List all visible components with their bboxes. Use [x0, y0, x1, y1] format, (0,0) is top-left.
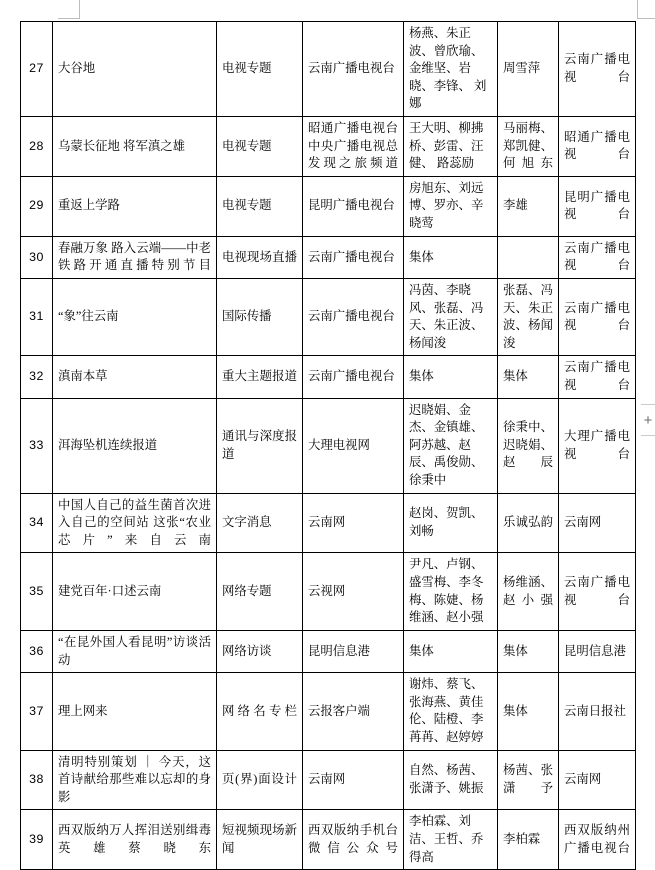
publishing-unit-cell[interactable]: 云报客户端: [303, 673, 404, 750]
publishing-unit-cell[interactable]: 云南广播电视台: [303, 236, 404, 278]
recommending-org-cell[interactable]: 昭通广播电视台: [559, 117, 636, 177]
work-title-cell[interactable]: “象”往云南: [53, 278, 217, 355]
recommending-org-cell[interactable]: 云南广播电视台: [559, 356, 636, 398]
recommending-org-cell[interactable]: 云南日报社: [559, 673, 636, 750]
recommending-org-cell[interactable]: 昆明广播电视台: [559, 176, 636, 236]
editors-cell[interactable]: [498, 236, 559, 278]
publishing-unit-cell[interactable]: 云南广播电视台: [303, 22, 404, 117]
award-entries-table-body: [21, 22, 636, 870]
work-category-cell[interactable]: 电视专题: [217, 22, 303, 117]
recommending-org-cell[interactable]: 昆明信息港: [559, 630, 636, 672]
work-category-cell[interactable]: 电视现场直播: [217, 236, 303, 278]
page-margin-guide-top-left: [79, 0, 80, 19]
row-index-cell[interactable]: 33: [21, 398, 53, 493]
table-row: [21, 176, 636, 236]
publishing-unit-cell[interactable]: 大理电视网: [303, 398, 404, 493]
main-authors-cell[interactable]: 房旭东、刘远博、罗亦、辛晓莺: [404, 176, 498, 236]
table-row: [21, 356, 636, 398]
editors-cell[interactable]: 李柏霖: [498, 810, 559, 870]
main-authors-cell[interactable]: 谢炜、蔡飞、张海燕、黄佳伦、陆橙、李苒苒、赵婷婷: [404, 673, 498, 750]
row-index-cell[interactable]: 27: [21, 22, 53, 117]
publishing-unit-cell[interactable]: 昆明广播电视台: [303, 176, 404, 236]
main-authors-cell[interactable]: 集体: [404, 356, 498, 398]
recommending-org-cell[interactable]: 大理广播电视台: [559, 398, 636, 493]
row-index-cell[interactable]: 38: [21, 750, 53, 810]
row-index-cell[interactable]: 28: [21, 117, 53, 177]
table-row: [21, 278, 636, 355]
work-category-cell[interactable]: 网络名专栏: [217, 673, 303, 750]
table-add-row-button[interactable]: +: [641, 404, 655, 436]
work-title-cell[interactable]: 春融万象 路入云端——中老铁路开通直播特别节目: [53, 236, 217, 278]
table-row: [21, 117, 636, 177]
work-category-cell[interactable]: 短视频现场新闻: [217, 810, 303, 870]
editors-cell[interactable]: 张磊、冯天、朱正波、杨闻浚: [498, 278, 559, 355]
editors-cell[interactable]: 乐诚弘韵: [498, 493, 559, 553]
table-row: [21, 398, 636, 493]
work-category-cell[interactable]: 重大主题报道: [217, 356, 303, 398]
main-authors-cell[interactable]: 迟晓娟、金杰、金镇雄、阿苏越、赵辰、禹俊勋、徐秉中: [404, 398, 498, 493]
recommending-org-cell[interactable]: 云南广播电视台: [559, 278, 636, 355]
row-index-cell[interactable]: 34: [21, 493, 53, 553]
recommending-org-cell[interactable]: 云南广播电视台: [559, 553, 636, 630]
row-index-cell[interactable]: 36: [21, 630, 53, 672]
table-row: [21, 493, 636, 553]
editors-cell[interactable]: 马丽梅、郑凯健、何旭东: [498, 117, 559, 177]
recommending-org-cell[interactable]: 云南广播电视台: [559, 236, 636, 278]
main-authors-cell[interactable]: 王大明、柳拂桥、彭雷、汪健、 路蕊励: [404, 117, 498, 177]
table-row: [21, 630, 636, 672]
table-row: [21, 236, 636, 278]
recommending-org-cell[interactable]: 西双版纳州广播电视台: [559, 810, 636, 870]
main-authors-cell[interactable]: 李柏霖、刘洁、王哲、乔得高: [404, 810, 498, 870]
publishing-unit-cell[interactable]: 云南网: [303, 493, 404, 553]
row-index-cell[interactable]: 35: [21, 553, 53, 630]
editors-cell[interactable]: 集体: [498, 356, 559, 398]
recommending-org-cell[interactable]: 云南网: [559, 750, 636, 810]
publishing-unit-cell[interactable]: 云南广播电视台: [303, 356, 404, 398]
row-index-cell[interactable]: 29: [21, 176, 53, 236]
recommending-org-cell[interactable]: 云南网: [559, 493, 636, 553]
editors-cell[interactable]: 杨茜、张潇予: [498, 750, 559, 810]
work-title-cell[interactable]: 洱海坠机连续报道: [53, 398, 217, 493]
work-category-cell[interactable]: 网络访谈: [217, 630, 303, 672]
main-authors-cell[interactable]: 尹凡、卢钢、盛雪梅、李冬梅、陈婕、杨维涵、赵小强: [404, 553, 498, 630]
main-authors-cell[interactable]: 冯茵、李晓风、张磊、冯天、朱正波、杨闻浚: [404, 278, 498, 355]
work-title-cell[interactable]: 乌蒙长征地 将军滇之雄: [53, 117, 217, 177]
recommending-org-cell[interactable]: 云南广播电视台: [559, 22, 636, 117]
work-title-cell[interactable]: 建党百年·口述云南: [53, 553, 217, 630]
editors-cell[interactable]: 徐秉中、迟晓娟、赵辰: [498, 398, 559, 493]
publishing-unit-cell[interactable]: 昭通广播电视台中央广播电视总发现之旅频道: [303, 117, 404, 177]
row-index-cell[interactable]: 37: [21, 673, 53, 750]
work-title-cell[interactable]: 理上网来: [53, 673, 217, 750]
work-title-cell[interactable]: 滇南本草: [53, 356, 217, 398]
main-authors-cell[interactable]: 集体: [404, 630, 498, 672]
editors-cell[interactable]: 集体: [498, 630, 559, 672]
work-category-cell[interactable]: 电视专题: [217, 117, 303, 177]
table-row: [21, 810, 636, 870]
main-authors-cell[interactable]: 赵岗、贺凯、刘畅: [404, 493, 498, 553]
work-category-cell[interactable]: 文字消息: [217, 493, 303, 553]
work-title-cell[interactable]: “在昆外国人看昆明”访谈活动: [53, 630, 217, 672]
main-authors-cell[interactable]: 集体: [404, 236, 498, 278]
publishing-unit-cell[interactable]: 云南广播电视台: [303, 278, 404, 355]
row-index-cell[interactable]: 30: [21, 236, 53, 278]
editors-cell[interactable]: 集体: [498, 673, 559, 750]
work-title-cell[interactable]: 中国人自己的益生菌首次进入自己的空间站 这张“农业芯片”来自云南: [53, 493, 217, 553]
row-index-cell[interactable]: 39: [21, 810, 53, 870]
table-row: [21, 22, 636, 117]
table-row: [21, 553, 636, 630]
row-index-cell[interactable]: 31: [21, 278, 53, 355]
publishing-unit-cell[interactable]: 昆明信息港: [303, 630, 404, 672]
publishing-unit-cell[interactable]: 西双版纳手机台微信公众号: [303, 810, 404, 870]
editors-cell[interactable]: 周雪萍: [498, 22, 559, 117]
main-authors-cell[interactable]: 杨燕、朱正波、曾欣瑜、金维坚、岩晓、李锋、 刘娜: [404, 22, 498, 117]
page-margin-guide-top-right: [637, 0, 638, 18]
work-title-cell[interactable]: 西双版纳万人挥泪送别缉毒英雄蔡晓东: [53, 810, 217, 870]
table-row: [21, 750, 636, 810]
work-title-cell[interactable]: 清明特别策划 ｜ 今天，这首诗献给那些难以忘却的身影: [53, 750, 217, 810]
work-title-cell[interactable]: 大谷地: [53, 22, 217, 117]
work-category-cell[interactable]: 网络专题: [217, 553, 303, 630]
table-row: [21, 673, 636, 750]
row-index-cell[interactable]: 32: [21, 356, 53, 398]
award-entries-table: [20, 21, 636, 870]
publishing-unit-cell[interactable]: 云视网: [303, 553, 404, 630]
work-category-cell[interactable]: 通讯与深度报道: [217, 398, 303, 493]
editors-cell[interactable]: 杨维涵、赵小强: [498, 553, 559, 630]
main-authors-cell[interactable]: 自然、杨茜、张潇予、姚振: [404, 750, 498, 810]
work-category-cell[interactable]: 电视专题: [217, 176, 303, 236]
page-margin-guide-top-left-horizontal: [58, 18, 80, 19]
work-title-cell[interactable]: 重返上学路: [53, 176, 217, 236]
work-category-cell[interactable]: 国际传播: [217, 278, 303, 355]
page-margin-guide-top-right-horizontal: [637, 18, 655, 19]
editors-cell[interactable]: 李雄: [498, 176, 559, 236]
work-category-cell[interactable]: 页(界)面设计: [217, 750, 303, 810]
publishing-unit-cell[interactable]: 云南网: [303, 750, 404, 810]
